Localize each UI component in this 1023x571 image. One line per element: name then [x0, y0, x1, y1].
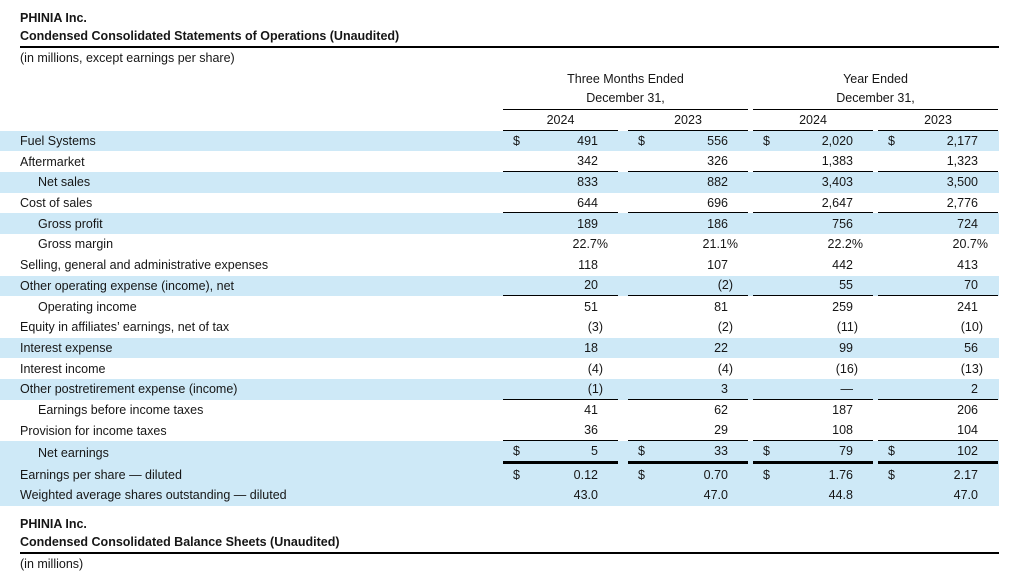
cell-three-months-2024 [503, 441, 618, 464]
cell-value: 833 [577, 175, 598, 190]
cell-year-2023 [878, 255, 998, 276]
table-row [0, 317, 999, 338]
cell-value: 2,177 [946, 133, 978, 148]
cell-three-months-2023 [628, 151, 748, 172]
period-group-line1: Year Ended [843, 72, 908, 86]
year-header-row [0, 110, 999, 131]
row-label: Fuel Systems [20, 133, 96, 148]
year-header-three-months-2023: 2023 [628, 110, 748, 131]
cell-value: 29 [714, 423, 728, 438]
cell-value: 102 [957, 444, 978, 459]
cell-year-2023 [878, 234, 998, 255]
cell-value: 2,776 [946, 195, 978, 210]
dollar-sign: $ [513, 444, 520, 459]
row-label: Selling, general and administrative expenses [20, 258, 269, 273]
cell-value: 79 [839, 444, 853, 459]
cell-year-2023 [878, 379, 998, 400]
cell-three-months-2024 [503, 296, 618, 317]
cell-value: 43.0 [573, 488, 598, 503]
cell-three-months-2024 [503, 464, 618, 485]
cell-value: 259 [832, 299, 853, 314]
cell-value: 413 [957, 258, 978, 273]
table-row [0, 276, 999, 297]
cell-value: 20 [584, 278, 598, 293]
statement-subtitle: (in millions, except earnings per share) [20, 51, 235, 65]
cell-value: 70 [964, 278, 978, 293]
cell-value: 187 [832, 403, 853, 418]
cell-three-months-2023 [628, 400, 748, 421]
table-row [0, 464, 999, 485]
cell-year-2024 [753, 131, 873, 152]
cell-value: 241 [957, 299, 978, 314]
cell-year-2023 [878, 485, 998, 506]
table-row [0, 213, 999, 234]
cell-value: (10) [960, 320, 983, 335]
dollar-sign: $ [763, 467, 770, 482]
cell-value: 556 [707, 133, 728, 148]
cell-three-months-2024 [503, 400, 618, 421]
cell-year-2023 [878, 338, 998, 359]
cell-value: 186 [707, 216, 728, 231]
cell-three-months-2023 [628, 485, 748, 506]
cell-value: 33 [714, 444, 728, 459]
cell-value: (3) [587, 320, 603, 335]
row-label: Operating income [38, 299, 137, 314]
table-row [0, 358, 999, 379]
cell-three-months-2024 [503, 421, 618, 442]
cell-year-2023 [878, 421, 998, 442]
table-row [0, 131, 999, 152]
cell-value: 47.0 [703, 488, 728, 503]
row-label: Gross profit [38, 216, 103, 231]
cell-three-months-2024 [503, 276, 618, 297]
cell-value: 342 [577, 154, 598, 169]
cell-value: 3 [721, 381, 728, 396]
cell-value: 1.76 [828, 467, 853, 482]
cell-three-months-2023 [628, 193, 748, 214]
cell-year-2023 [878, 151, 998, 172]
cell-three-months-2023 [628, 296, 748, 317]
cell-year-2024 [753, 276, 873, 297]
cell-value: 51 [584, 299, 598, 314]
cell-value: 22 [714, 341, 728, 356]
cell-value: 47.0 [953, 488, 978, 503]
cell-year-2023 [878, 441, 998, 464]
cell-value: 2,020 [821, 133, 853, 148]
cell-value: 491 [577, 133, 598, 148]
row-label: Other operating expense (income), net [20, 278, 235, 293]
cell-year-2023 [878, 400, 998, 421]
cell-three-months-2024 [503, 151, 618, 172]
cell-year-2024 [753, 296, 873, 317]
table-row [0, 151, 999, 172]
cell-value: 644 [577, 195, 598, 210]
row-label: Cost of sales [20, 196, 93, 211]
header-spacer [20, 70, 503, 110]
row-label: Provision for income taxes [20, 423, 167, 438]
row-label: Gross margin [38, 237, 114, 252]
cell-value: 55 [839, 278, 853, 293]
cell-year-2024 [753, 441, 873, 464]
statement-title: Condensed Consolidated Balance Sheets (Unaudited) [20, 533, 999, 554]
dollar-sign: $ [763, 444, 770, 459]
cell-value: 41 [584, 403, 598, 418]
year-header-year-2024: 2024 [753, 110, 873, 131]
cell-year-2023 [878, 358, 998, 379]
table-row [0, 193, 999, 214]
cell-three-months-2023 [628, 234, 748, 255]
cell-year-2024 [753, 172, 873, 193]
cell-year-2024 [753, 379, 873, 400]
table-row [0, 421, 999, 442]
period-group-line1: Three Months Ended [567, 72, 684, 86]
cell-value: (11) [836, 320, 858, 335]
cell-year-2024 [753, 151, 873, 172]
cell-value: 18 [584, 341, 598, 356]
cell-value: (13) [960, 361, 983, 376]
row-label: Earnings per share — diluted [20, 467, 182, 482]
cell-value: 107 [707, 258, 728, 273]
dollar-sign: $ [888, 133, 895, 148]
cell-value: 1,383 [821, 154, 853, 169]
dollar-sign: $ [638, 467, 645, 482]
cell-value: (1) [587, 381, 603, 396]
cell-three-months-2024 [503, 131, 618, 152]
cell-year-2023 [878, 213, 998, 234]
table-row [0, 255, 999, 276]
header-spacer [20, 110, 503, 131]
dollar-sign: $ [763, 133, 770, 148]
dollar-sign: $ [513, 467, 520, 482]
cell-year-2024 [753, 255, 873, 276]
cell-three-months-2024 [503, 255, 618, 276]
table-row [0, 485, 999, 506]
cell-three-months-2023 [628, 276, 748, 297]
cell-value: 0.70 [703, 467, 728, 482]
cell-year-2024 [753, 234, 873, 255]
row-label: Aftermarket [20, 154, 85, 169]
row-label: Other postretirement expense (income) [20, 382, 238, 397]
cell-year-2023 [878, 464, 998, 485]
cell-year-2023 [878, 317, 998, 338]
cell-three-months-2024 [503, 358, 618, 379]
cell-value: 104 [957, 423, 978, 438]
company-name: PHINIA Inc. [20, 516, 87, 531]
dollar-sign: $ [888, 444, 895, 459]
cell-year-2024 [753, 421, 873, 442]
cell-value: 81 [714, 299, 728, 314]
cell-three-months-2024 [503, 193, 618, 214]
cell-three-months-2023 [628, 172, 748, 193]
cell-three-months-2023 [628, 421, 748, 442]
year-header-three-months-2024: 2024 [503, 110, 618, 131]
row-label: Net sales [38, 175, 91, 190]
table-row [0, 441, 999, 464]
cell-value: 3,500 [946, 175, 978, 190]
cell-value: 724 [957, 216, 978, 231]
table-row [0, 379, 999, 400]
cell-value: 99 [839, 341, 853, 356]
cell-value: 2.17 [953, 467, 978, 482]
row-label: Equity in affiliates’ earnings, net of tax [20, 320, 230, 335]
cell-value: (16) [835, 361, 858, 376]
cell-three-months-2023 [628, 317, 748, 338]
cell-value: 118 [578, 258, 598, 273]
income-statement-section [0, 9, 1023, 506]
row-label: Net earnings [38, 445, 109, 460]
row-label: Weighted average shares outstanding — diluted [20, 488, 287, 503]
cell-value: 44.8 [828, 488, 853, 503]
table-row [0, 400, 999, 421]
dollar-sign: $ [513, 133, 520, 148]
cell-year-2023 [878, 296, 998, 317]
company-name: PHINIA Inc. [20, 11, 87, 25]
cell-value: 56 [964, 341, 978, 356]
cell-three-months-2023 [628, 255, 748, 276]
cell-value: 22.2% [827, 237, 863, 252]
cell-value: 326 [707, 154, 728, 169]
cell-value: 756 [832, 216, 853, 231]
cell-value: 20.7% [952, 237, 988, 252]
cell-value: 696 [707, 195, 728, 210]
cell-value: 22.7% [572, 237, 608, 252]
dollar-sign: $ [638, 444, 645, 459]
period-group-three-months [503, 70, 748, 110]
cell-three-months-2023 [628, 441, 748, 464]
period-group-line2: December 31, [586, 91, 665, 105]
period-group-line2: December 31, [836, 91, 915, 105]
cell-value: 206 [957, 403, 978, 418]
cell-value: (4) [717, 361, 733, 376]
cell-value: — [840, 381, 853, 396]
cell-year-2024 [753, 193, 873, 214]
cell-value: 5 [591, 444, 598, 459]
cell-three-months-2023 [628, 338, 748, 359]
cell-year-2023 [878, 131, 998, 152]
year-header-year-2023: 2023 [878, 110, 998, 131]
cell-value: 882 [707, 175, 728, 190]
cell-three-months-2023 [628, 379, 748, 400]
cell-value: 2 [971, 381, 978, 396]
cell-three-months-2023 [628, 131, 748, 152]
cell-year-2023 [878, 276, 998, 297]
cell-three-months-2024 [503, 213, 618, 234]
cell-value: 1,323 [946, 154, 978, 169]
table-row [0, 296, 999, 317]
dollar-sign: $ [638, 133, 645, 148]
cell-year-2023 [878, 172, 998, 193]
period-group-year-ended [753, 70, 998, 110]
balance-sheet-section [0, 515, 1023, 571]
table-row [0, 338, 999, 359]
cell-value: (4) [587, 361, 603, 376]
cell-value: 3,403 [821, 175, 853, 190]
table-row [0, 234, 999, 255]
cell-year-2024 [753, 213, 873, 234]
cell-three-months-2024 [503, 172, 618, 193]
cell-value: (2) [717, 320, 733, 335]
cell-value: 442 [832, 258, 853, 273]
cell-value: 62 [714, 403, 728, 418]
period-group-header-row [0, 70, 999, 110]
statement-subtitle: (in millions) [20, 556, 84, 571]
table-row [0, 172, 999, 193]
cell-three-months-2024 [503, 317, 618, 338]
dollar-sign: $ [888, 467, 895, 482]
row-label: Earnings before income taxes [38, 403, 204, 418]
cell-three-months-2023 [628, 213, 748, 234]
cell-value: 36 [584, 423, 598, 438]
cell-year-2024 [753, 400, 873, 421]
row-label: Interest income [20, 361, 106, 376]
cell-value: 0.12 [573, 467, 598, 482]
cell-three-months-2024 [503, 485, 618, 506]
row-label: Interest expense [20, 341, 113, 356]
cell-value: 189 [577, 216, 598, 231]
cell-three-months-2024 [503, 338, 618, 359]
cell-value: 108 [832, 423, 853, 438]
cell-year-2024 [753, 317, 873, 338]
cell-three-months-2023 [628, 358, 748, 379]
cell-three-months-2024 [503, 234, 618, 255]
statement-title: Condensed Consolidated Statements of Operations (Unaudited) [20, 27, 999, 48]
cell-value: 2,647 [821, 195, 853, 210]
cell-year-2024 [753, 485, 873, 506]
cell-year-2023 [878, 193, 998, 214]
cell-year-2024 [753, 338, 873, 359]
cell-year-2024 [753, 464, 873, 485]
income-statement-table [0, 70, 1023, 506]
cell-three-months-2023 [628, 464, 748, 485]
cell-year-2024 [753, 358, 873, 379]
cell-three-months-2024 [503, 379, 618, 400]
cell-value: 21.1% [702, 237, 738, 252]
table-body [0, 131, 1023, 506]
cell-value: (2) [717, 278, 733, 293]
